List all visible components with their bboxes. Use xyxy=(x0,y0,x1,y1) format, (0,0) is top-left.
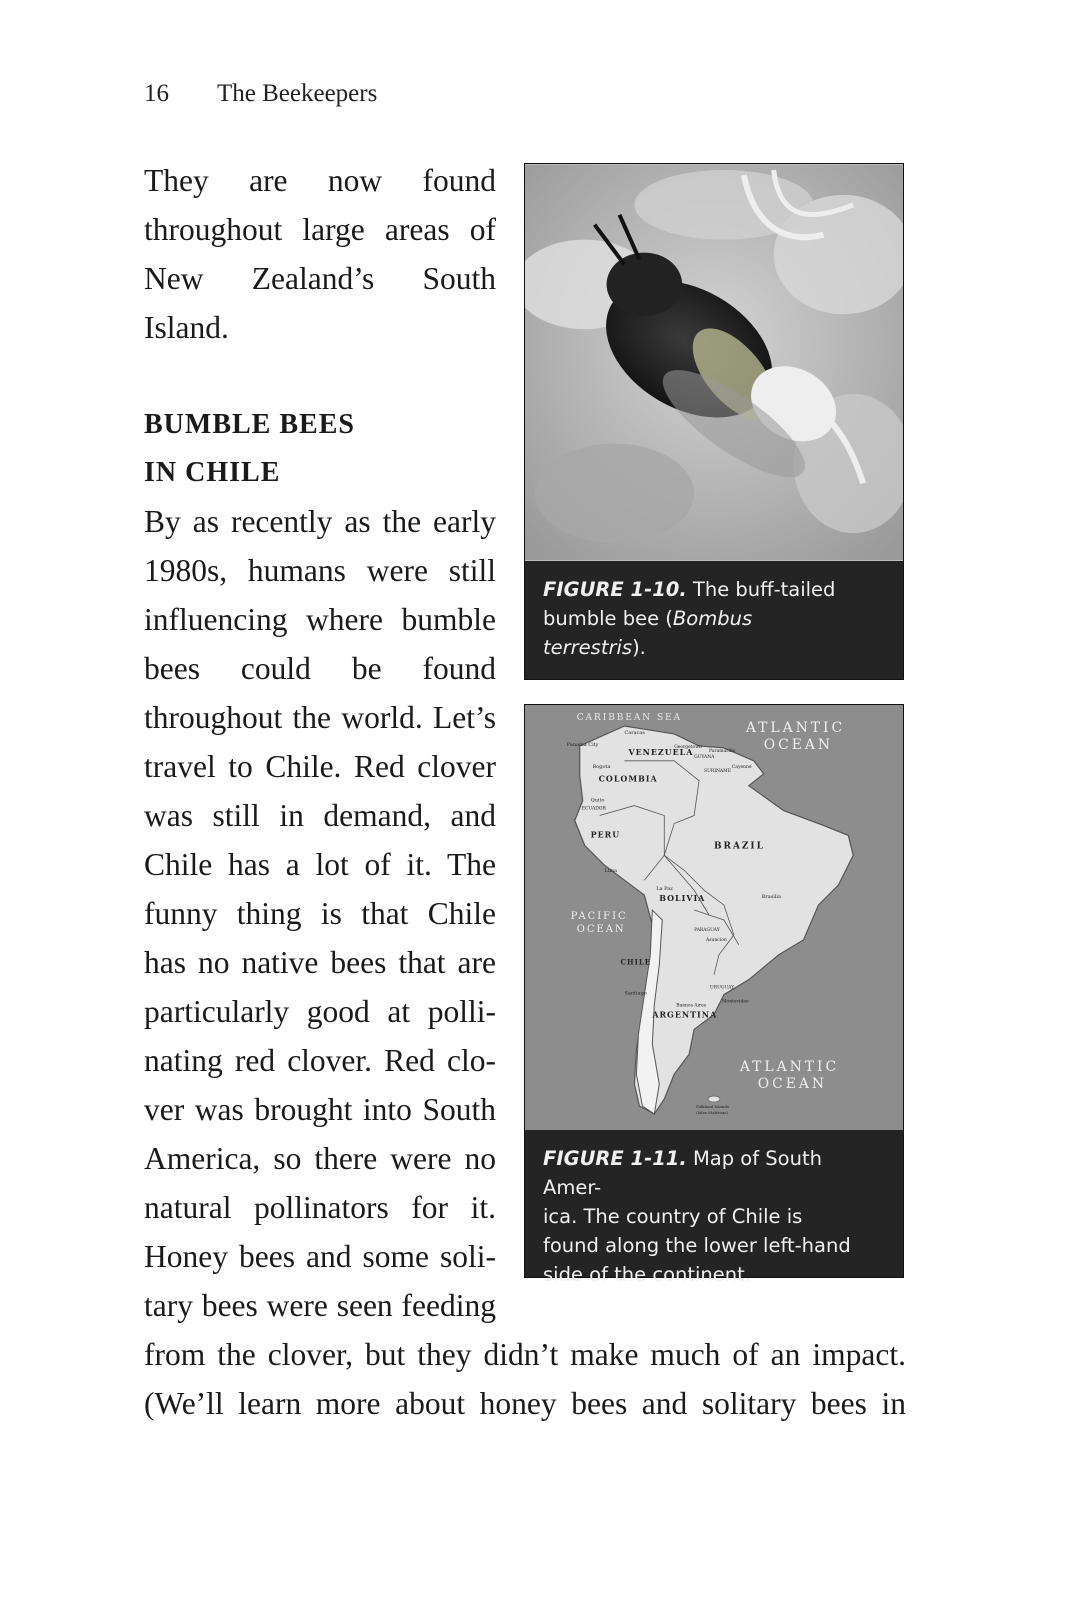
figure-caption xyxy=(525,561,903,679)
map-label-country: GUYANA xyxy=(694,754,715,760)
bumble-bee-photo xyxy=(525,164,903,561)
body-line: They are now found xyxy=(144,163,496,198)
species-name: terrestris xyxy=(543,636,633,659)
map-label-city: Asuncion xyxy=(706,937,727,943)
body-line: from the clover, but they didn’t make much of an impact. xyxy=(144,1337,906,1372)
map-label-city: Montevideo xyxy=(721,999,749,1005)
caption-text: ica. The country of Chile is xyxy=(543,1205,803,1228)
species-name: Bombus xyxy=(672,607,753,630)
body-line: influencing where bumble xyxy=(144,602,496,637)
body-line: travel to Chile. Red clover xyxy=(144,749,496,784)
caption-text: ). xyxy=(632,636,646,659)
section-heading-line-2: IN CHILE xyxy=(144,457,281,488)
caption-text: The buff-tailed xyxy=(686,578,836,601)
map-label-atlantic-ocean: ATLANTIC xyxy=(739,1059,840,1076)
map-label-country: COLOMBIA xyxy=(598,774,658,784)
body-line: throughout the world. Let’s xyxy=(144,700,496,735)
full-width-text xyxy=(144,1330,906,1428)
body-line: was still in demand, and xyxy=(144,798,496,833)
map-label-city: Cayenne xyxy=(731,764,752,770)
running-header xyxy=(144,80,377,108)
map-label-country: BRAZIL xyxy=(714,841,765,852)
map-label-city: Bogota xyxy=(592,763,611,770)
map-label-city: Paramaribo xyxy=(709,748,736,754)
page-number: 16 xyxy=(144,80,169,107)
map-label-caribbean-sea: CARIBBEAN SEA xyxy=(576,713,683,724)
map-label-country: PERU xyxy=(590,830,621,840)
map-label-country: PARAGUAY xyxy=(694,927,720,933)
figure-south-america-map xyxy=(524,704,904,1286)
body-line: funny thing is that Chile xyxy=(144,896,496,931)
figure-label: FIGURE 1-10. xyxy=(543,578,687,601)
map-label-city: Lima xyxy=(604,868,618,875)
body-line: bees could be found xyxy=(144,651,496,686)
map-label-city: Caracas xyxy=(624,729,645,736)
map-label-city: Brasilia xyxy=(761,894,782,901)
map-label-atlantic-ocean: OCEAN xyxy=(757,1076,828,1093)
body-line: throughout large areas of xyxy=(144,212,496,247)
map-label-city: La Paz xyxy=(656,886,673,893)
figure-bumble-bee xyxy=(524,163,904,680)
figure-caption xyxy=(525,1130,903,1286)
map-label-pacific-ocean: OCEAN xyxy=(576,923,626,935)
body-line: By as recently as the early xyxy=(144,504,496,539)
map-label-country: ARGENTINA xyxy=(652,1010,718,1020)
body-line: nating red clover. Red clo- xyxy=(144,1043,496,1078)
map-label-city: Buenos Aires xyxy=(676,1003,707,1009)
section-heading-line-1: BUMBLE BEES xyxy=(144,409,355,440)
south-america-map xyxy=(525,705,903,1130)
map-label-country: SURINAME xyxy=(704,768,731,774)
body-line: ver was brought into South xyxy=(144,1092,496,1127)
body-line: tary bees were seen feeding xyxy=(144,1288,496,1323)
body-line: has no native bees that are xyxy=(144,945,496,980)
body-line: particularly good at polli- xyxy=(144,994,496,1029)
map-label-pacific-ocean: PACIFIC xyxy=(570,910,628,922)
map-label-city: Quito xyxy=(590,797,605,804)
body-line: (We’ll learn more about honey bees and solitary bees in xyxy=(144,1386,906,1421)
map-label-country: CHILE xyxy=(620,957,652,967)
body-line: natural pollinators for it. xyxy=(144,1190,496,1225)
map-label-region: Falkland Islands xyxy=(696,1103,730,1109)
narrow-text-column xyxy=(144,156,496,1330)
body-line: Island. xyxy=(144,310,229,345)
body-line: Chile has a lot of it. The xyxy=(144,847,496,882)
map-label-city: Georgetown xyxy=(674,744,702,750)
body-line: 1980s, humans were still xyxy=(144,553,496,588)
caption-text: found along the lower left-hand xyxy=(543,1234,851,1257)
figure-label: FIGURE 1-11. xyxy=(543,1147,687,1170)
body-line: America, so there were no xyxy=(144,1141,496,1176)
body-line: New Zealand’s South xyxy=(144,261,496,296)
map-label-country: URUGUAY xyxy=(710,985,735,991)
caption-text: bumble bee ( xyxy=(543,607,673,630)
map-label-atlantic-ocean: ATLANTIC xyxy=(745,719,846,736)
map-label-country: BOLIVIA xyxy=(659,894,706,904)
running-title: The Beekeepers xyxy=(217,80,378,107)
map-label-city: Panama City xyxy=(566,741,599,748)
map-label-country: VENEZUELA xyxy=(628,747,694,757)
body-line: Honey bees and some soli- xyxy=(144,1239,496,1274)
map-label-country: ECUADOR xyxy=(581,806,606,812)
map-label-region: (Islas Malvinas) xyxy=(696,1109,728,1115)
map-label-atlantic-ocean: OCEAN xyxy=(763,736,834,753)
caption-text: Map of South Amer- xyxy=(543,1147,822,1199)
map-label-city: Santiago xyxy=(624,990,647,997)
caption-text: side of the continent. xyxy=(543,1263,751,1286)
